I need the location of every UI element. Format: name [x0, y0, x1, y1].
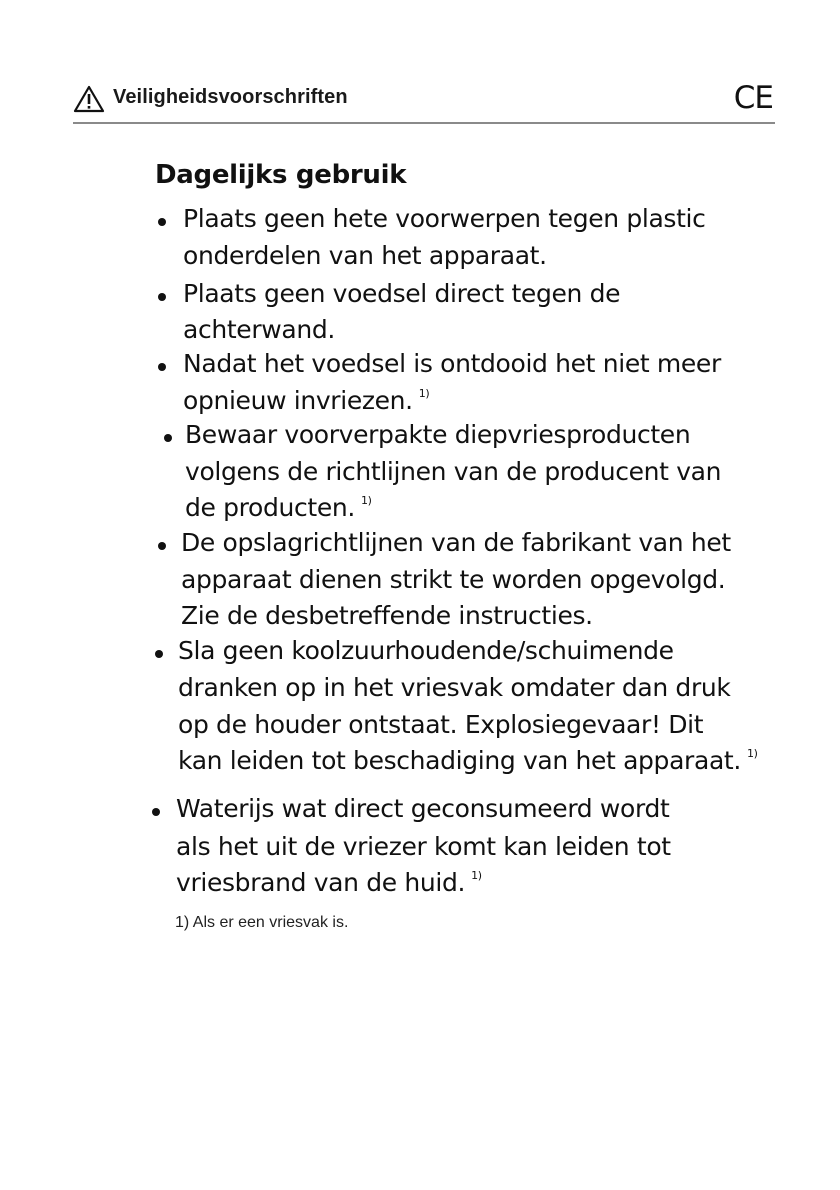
bullet-line: kan leiden tot beschadiging van het apparaat. $^{1)}$ [178, 746, 758, 775]
footnote: 1) Als er een vriesvak is. [175, 914, 349, 931]
footnote-marker: 1) [471, 869, 482, 882]
bullet-dot-icon [164, 434, 172, 442]
bullet-line: Plaats geen voedsel direct tegen de [183, 279, 621, 308]
bullet-dot-icon [155, 650, 163, 658]
bullet-line: apparaat dienen strikt te worden opgevolgd. [181, 565, 726, 594]
bullet-line: opnieuw invriezen. $^{1)}$ [183, 386, 430, 415]
footnote-marker: 1) [418, 387, 430, 400]
bullet-line: dranken op in het vriesvak omdater dan druk [178, 673, 731, 702]
bullet-line: volgens de richtlijnen van de producent van [185, 457, 722, 486]
bullet-dot-icon [158, 363, 166, 371]
footnote-marker: 1) [360, 494, 372, 507]
bullet-line: Plaats geen hete voorwerpen tegen plastic [183, 204, 706, 233]
page-header [73, 82, 775, 122]
bullet-dot-icon [158, 218, 166, 226]
bullet-line: op de houder ontstaat. Explosiegevaar! Dit [178, 710, 704, 739]
header-title: Veiligheidsvoorschriften [113, 86, 348, 108]
bullet-line: Waterijs wat direct geconsumeerd wordt [176, 794, 670, 823]
warning-triangle-icon [73, 85, 105, 113]
bullet-line: Zie de desbetreffende instructies. [181, 601, 593, 630]
bullet-line: De opslagrichtlijnen van de fabrikant van het [181, 528, 731, 557]
bullet-line: achterwand. [183, 315, 335, 344]
bullet-dot-icon [152, 808, 160, 816]
section-title: Dagelijks gebruik [155, 160, 407, 190]
bullet-line: de producten. $^{1)}$ [185, 493, 372, 522]
header-divider [73, 122, 775, 124]
bullet-dot-icon [158, 542, 166, 550]
bullet-dot-icon [158, 293, 166, 301]
bullet-line: als het uit de vriezer komt kan leiden tot [176, 832, 671, 861]
bullet-line: vriesbrand van de huid. $^{1)}$ [176, 868, 482, 897]
bullet-line: Sla geen koolzuurhoudende/schuimende [178, 636, 674, 665]
bullet-line: Nadat het voedsel is ontdooid het niet meer [183, 349, 721, 378]
ce-mark: CE [733, 80, 773, 116]
bullet-line: Bewaar voorverpakte diepvriesproducten [185, 420, 691, 449]
bullet-line: onderdelen van het apparaat. [183, 241, 547, 270]
footnote-marker: 1) [746, 747, 758, 760]
